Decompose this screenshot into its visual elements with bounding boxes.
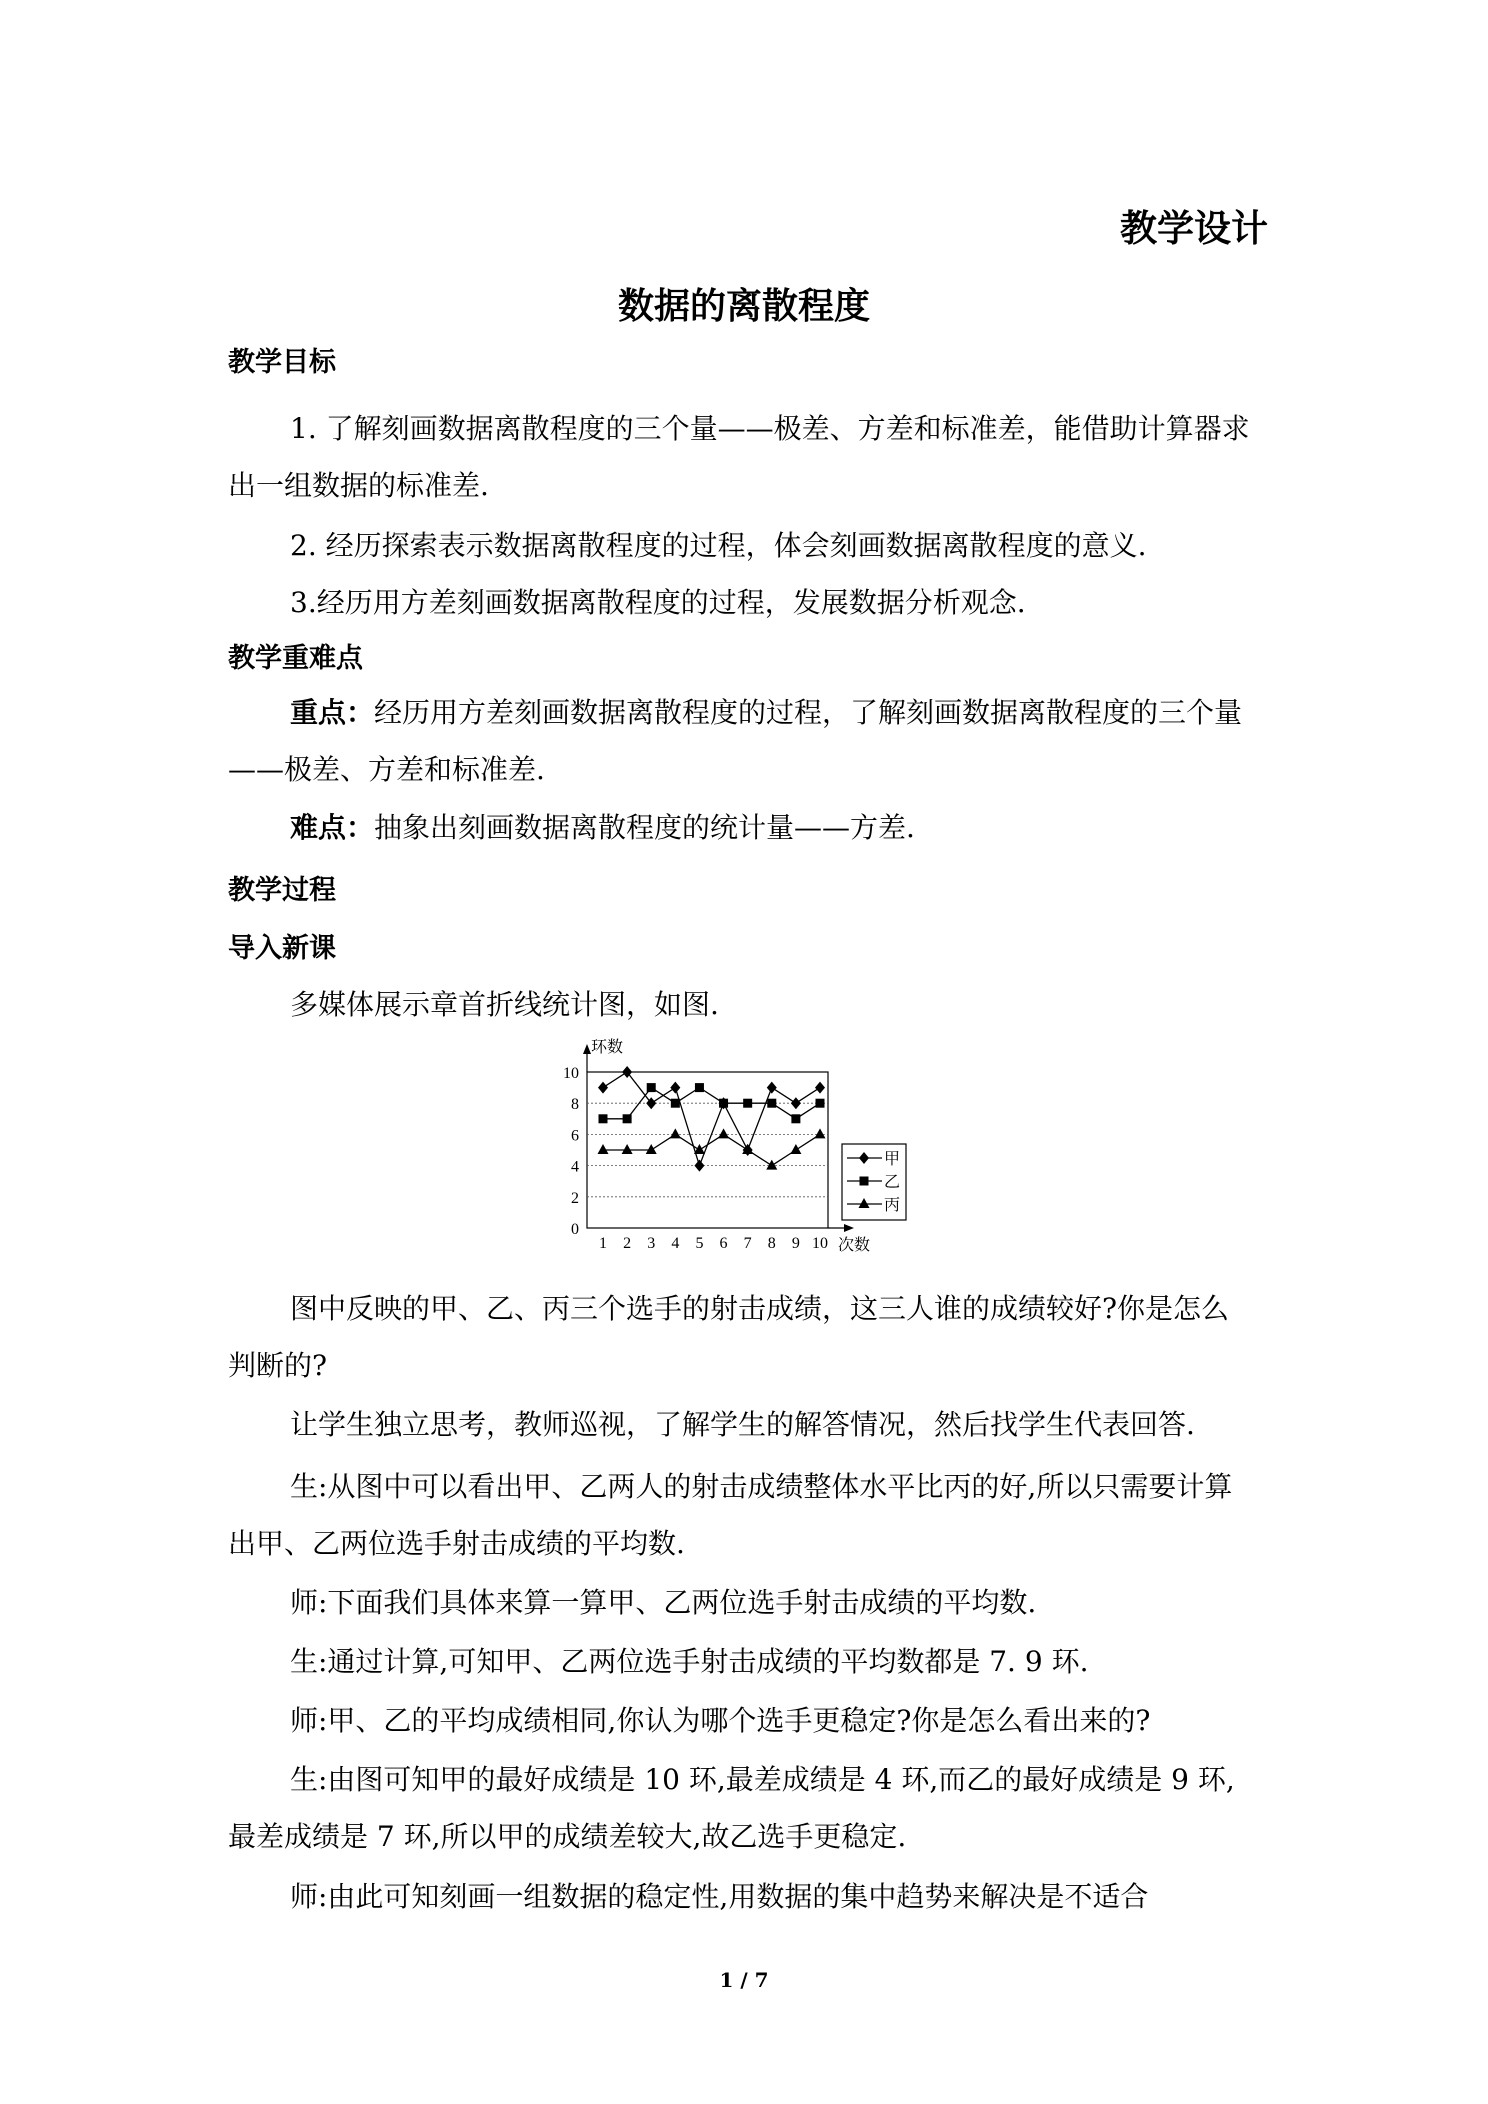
legend-label: 丙 (884, 1197, 901, 1214)
series-3-point (766, 1160, 777, 1170)
process-paragraph-7: 生:由图可知甲的最好成绩是 10 环,最差成绩是 4 环,而乙的最好成绩是 9 环,最差成绩是 7 环,所以甲的成绩差较大,故乙选手更稳定. (228, 1763, 1235, 1853)
series-line-3 (603, 1134, 820, 1165)
x-tick-label: 9 (791, 1235, 800, 1252)
y-tick-label: 2 (571, 1189, 579, 1207)
series-3-point (694, 1144, 705, 1154)
line-chart (545, 1038, 945, 1260)
process-paragraph-6: 师:甲、乙的平均成绩相同,你认为哪个选手更稳定?你是怎么看出来的? (290, 1704, 1151, 1737)
goal-item-1: 1. 了解刻画数据离散程度的三个量——极差、方差和标准差，能借助计算器求出一组数据的标准差. (228, 412, 1250, 502)
process-intro: 多媒体展示章首折线统计图，如图. (290, 988, 719, 1021)
y-axis-label: 环数 (591, 1039, 624, 1056)
y-tick-label: 0 (571, 1221, 579, 1238)
x-tick-label: 2 (623, 1235, 632, 1252)
document-title: 数据的离散程度 (617, 285, 870, 327)
legend-marker (860, 1177, 869, 1186)
series-2-point (695, 1083, 704, 1092)
series-3-point (718, 1128, 729, 1138)
x-axis-arrow (844, 1224, 854, 1232)
section-heading-goals: 教学目标 (228, 347, 336, 378)
series-2-point (671, 1099, 680, 1108)
sub-heading-intro: 导入新课 (228, 933, 336, 964)
process-paragraph-5: 生:通过计算,可知甲、乙两位选手射击成绩的平均数都是 7. 9 环. (290, 1645, 1089, 1678)
series-2-point (767, 1099, 776, 1108)
series-3-point (815, 1128, 826, 1138)
legend-label: 乙 (884, 1174, 901, 1191)
series-line-1 (603, 1072, 820, 1166)
series-2-point (719, 1099, 728, 1108)
page-number: 1 / 7 (719, 1968, 769, 1992)
key-point-difficulty (228, 799, 1254, 856)
series-1-point (791, 1097, 801, 1109)
x-tick-label: 10 (812, 1235, 828, 1252)
x-tick-label: 3 (647, 1235, 656, 1252)
series-1-point (694, 1160, 704, 1172)
process-paragraph-3: 生:从图中可以看出甲、乙两人的射击成绩整体水平比丙的好,所以只需要计算出甲、乙两位选手射击成绩的平均数. (228, 1470, 1233, 1560)
process-paragraph-2: 让学生独立思考，教师巡视，了解学生的解答情况，然后找学生代表回答. (290, 1408, 1195, 1441)
x-tick-label: 8 (767, 1235, 776, 1252)
series-3-point (622, 1144, 633, 1154)
x-tick-label: 5 (695, 1235, 704, 1252)
series-3-point (646, 1144, 657, 1154)
series-2-point (599, 1114, 608, 1123)
series-1-point (670, 1082, 680, 1094)
series-3-point (598, 1144, 609, 1154)
x-tick-label: 7 (743, 1235, 752, 1252)
goal-item-2: 2. 经历探索表示数据离散程度的过程，体会刻画数据离散程度的意义. (290, 529, 1147, 562)
series-2-point (791, 1114, 800, 1123)
line-chart-svg (545, 1038, 945, 1260)
y-axis-arrow (583, 1044, 591, 1054)
document-type-label: 教学设计 (1120, 206, 1268, 250)
legend-label: 甲 (884, 1151, 901, 1168)
series-3-point (670, 1128, 681, 1138)
section-heading-key-points: 教学重难点 (228, 643, 363, 674)
series-2-point (743, 1099, 752, 1108)
series-3-point (790, 1144, 801, 1154)
x-axis-label: 次数 (838, 1237, 871, 1254)
difficulty-text: 抽象出刻画数据离散程度的统计量——方差. (374, 811, 915, 844)
process-paragraph-1: 图中反映的甲、乙、丙三个选手的射击成绩，这三人谁的成绩较好?你是怎么判断的? (228, 1292, 1230, 1382)
y-tick-label: 8 (571, 1096, 579, 1114)
series-2-point (647, 1083, 656, 1092)
focus-text: 经历用方差刻画数据离散程度的过程，了解刻画数据离散程度的三个量——极差、方差和标准差. (228, 696, 1243, 786)
x-tick-label: 4 (671, 1235, 680, 1252)
goal-item-3: 3.经历用方差刻画数据离散程度的过程，发展数据分析观念. (290, 586, 1026, 619)
key-point-focus (228, 684, 1254, 798)
y-tick-label: 10 (563, 1065, 579, 1082)
series-1-point (767, 1082, 777, 1094)
series-2-point (816, 1099, 825, 1108)
process-paragraph-8: 师:由此可知刻画一组数据的稳定性,用数据的集中趋势来解决是不适合 (290, 1880, 1149, 1913)
process-paragraph-4: 师:下面我们具体来算一算甲、乙两位选手射击成绩的平均数. (290, 1586, 1037, 1619)
series-2-point (623, 1114, 632, 1123)
focus-label: 重点： (290, 696, 375, 729)
series-1-point (815, 1082, 825, 1094)
section-heading-process: 教学过程 (228, 875, 336, 906)
series-1-point (598, 1082, 608, 1094)
y-tick-label: 6 (571, 1127, 579, 1145)
difficulty-label: 难点： (290, 811, 375, 844)
x-tick-label: 6 (719, 1235, 728, 1252)
x-tick-label: 1 (599, 1235, 607, 1252)
y-tick-label: 4 (571, 1158, 579, 1176)
